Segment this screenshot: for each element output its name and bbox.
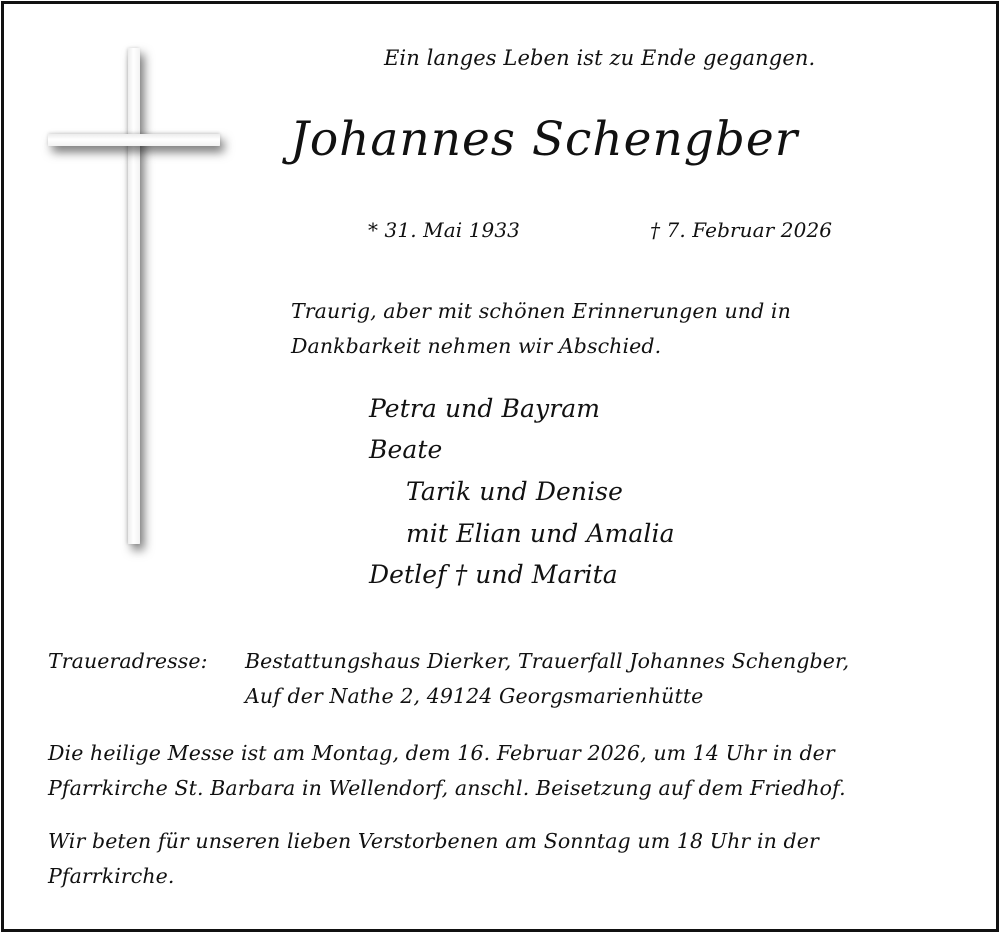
- prayer-line-2: Pfarrkirche.: [48, 864, 175, 888]
- death-date: † 7. Februar 2026: [650, 218, 833, 242]
- prayer-line-1: Wir beten für unseren lieben Verstorbenen am Sonntag um 18 Uhr in der: [48, 829, 819, 853]
- deceased-name: Johannes Schengber: [290, 112, 799, 167]
- cross-icon: [40, 40, 240, 560]
- family-member: Beate: [369, 435, 443, 464]
- birth-date: * 31. Mai 1933: [368, 218, 520, 242]
- cross-vertical-beam: [128, 48, 140, 544]
- address-line-1: Bestattungshaus Dierker, Trauerfall Johannes Schengber,: [245, 649, 850, 673]
- family-member: Petra und Bayram: [369, 394, 601, 423]
- address-line-2: Auf der Nathe 2, 49124 Georgsmarienhütte: [245, 684, 704, 708]
- family-member: Detlef † und Marita: [369, 560, 618, 589]
- cross-horizontal-beam: [48, 134, 220, 146]
- mass-line-2: Pfarrkirche St. Barbara in Wellendorf, anschl. Beisetzung auf dem Friedhof.: [48, 776, 846, 800]
- family-member: mit Elian und Amalia: [406, 519, 675, 548]
- intro-text: Ein langes Leben ist zu Ende gegangen.: [384, 46, 816, 70]
- message-line-2: Dankbarkeit nehmen wir Abschied.: [291, 334, 662, 358]
- mass-line-1: Die heilige Messe ist am Montag, dem 16. Februar 2026, um 14 Uhr in der: [48, 741, 835, 765]
- family-member: Tarik und Denise: [406, 477, 623, 506]
- address-label: Traueradresse:: [48, 649, 208, 673]
- message-line-1: Traurig, aber mit schönen Erinnerungen und in: [291, 299, 791, 323]
